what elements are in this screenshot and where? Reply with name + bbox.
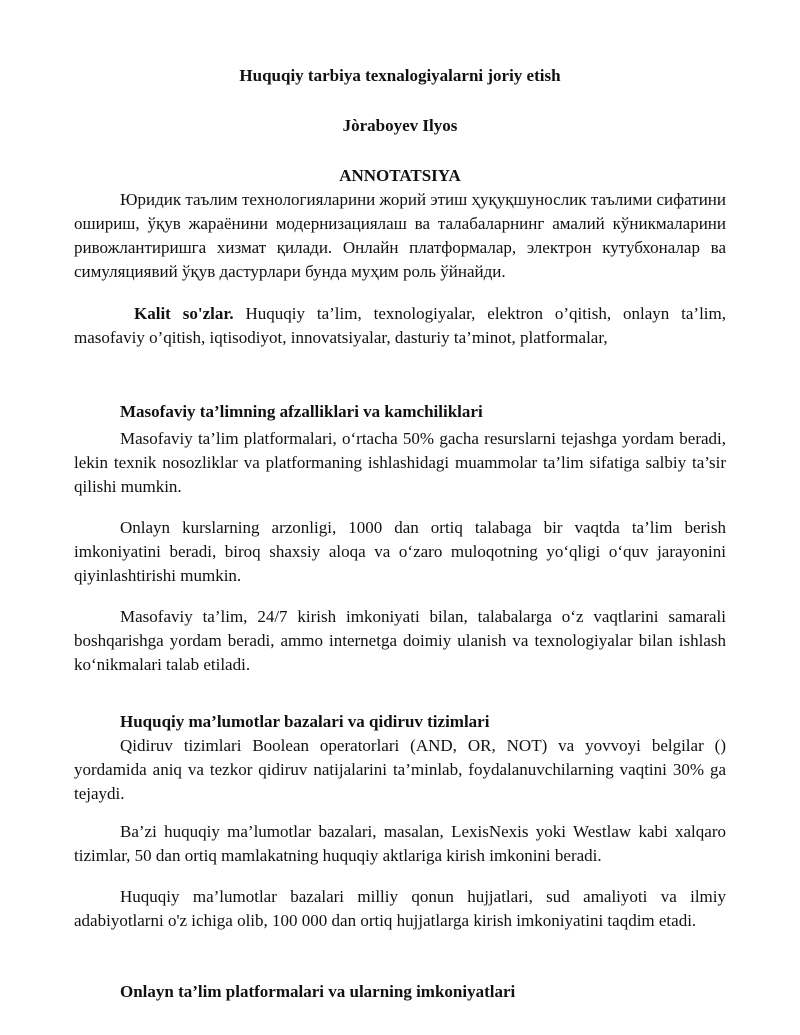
section-1-paragraph-1: Masofaviy ta’lim platformalari, o‘rtacha 50% gacha resurslarni tejashga yordam beradi, lekin texnik nosozliklar va platformaning ishlashidagi muammolar ta’lim sifatiga salbiy ta’sir qilishi mumkin. xyxy=(74,429,726,496)
section-2-paragraph-2: Ba’zi huquqiy ma’lumotlar bazalari, masalan, LexisNexis yoki Westlaw kabi xalqaro tizimlar, 50 dan ortiq mamlakatning huquqiy aktlariga kirish imkonini beradi. xyxy=(74,822,726,865)
keywords-text: Huquqiy ta’lim, texnologiyalar, elektron o’qitish, onlayn ta’lim, masofaviy o’qitish, iqtisodiyot, innovatsiyalar, dasturiy ta’minot, platformalar, xyxy=(74,304,726,347)
section-heading-legal-databases: Huquqiy ma’lumotlar bazalari va qidiruv tizimlari xyxy=(120,712,490,731)
section-1-paragraph-2: Onlayn kurslarning arzonligi, 1000 dan ortiq talabaga bir vaqtda ta’lim berish imkoniyatini beradi, biroq shaxsiy aloqa va o‘zaro muloqotning yo‘qligi o‘quv jarayonini qiyinlashtirishi mumkin. xyxy=(74,518,726,585)
section-1-paragraph-3: Masofaviy ta’lim, 24/7 kirish imkoniyati bilan, talabalarga o‘z vaqtlarini samarali boshqarishga yordam beradi, ammo internetga doimiy ulanish va texnologiyalar bilan ishlash ko‘nikmalari talab etiladi. xyxy=(74,607,726,674)
section-2-paragraph-3: Huquqiy ma’lumotlar bazalari milliy qonun hujjatlari, sud amaliyoti va ilmiy adabiyotlarni o'z ichiga olib, 100 000 dan ortiq hujjatlarga kirish imkoniyatini taqdim etadi. xyxy=(74,887,726,930)
keywords-paragraph xyxy=(74,302,726,350)
section-heading-online-platforms: Onlayn ta’lim platformalari va ularning imkoniyatlari xyxy=(120,982,516,1001)
keywords-label: Kalit so'zlar. xyxy=(134,304,234,323)
document-title: Huquqiy tarbiya texnalogiyalarni joriy etish xyxy=(239,66,561,85)
author-name: Jòraboyev Ilyos xyxy=(342,116,458,135)
annotation-heading: ANNOTATSIYA xyxy=(339,166,461,185)
section-2-paragraph-1: Qidiruv tizimlari Boolean operatorlari (AND, OR, NOT) va yovvoyi belgilar () yordamida aniq va tezkor qidiruv natijalarini ta’minlab, foydalanuvchilarning vaqtini 30% ga tejaydi. xyxy=(74,736,726,803)
section-heading-distance-learning: Masofaviy ta’limning afzalliklari va kamchiliklari xyxy=(120,402,483,421)
annotation-paragraph: Юридик таълим технологияларини жорий этиш ҳуқуқшунослик таълими сифатини ошириш, ўқув жараёнини модернизациялаш ва талабаларнинг амалий кўникмаларини ривожлантиришга хизмат қилади. Онлайн платформалар, электрон кутубхоналар ва симуляциявий ўқув дастурлари бунда муҳим роль ўйнайди. xyxy=(74,190,726,281)
